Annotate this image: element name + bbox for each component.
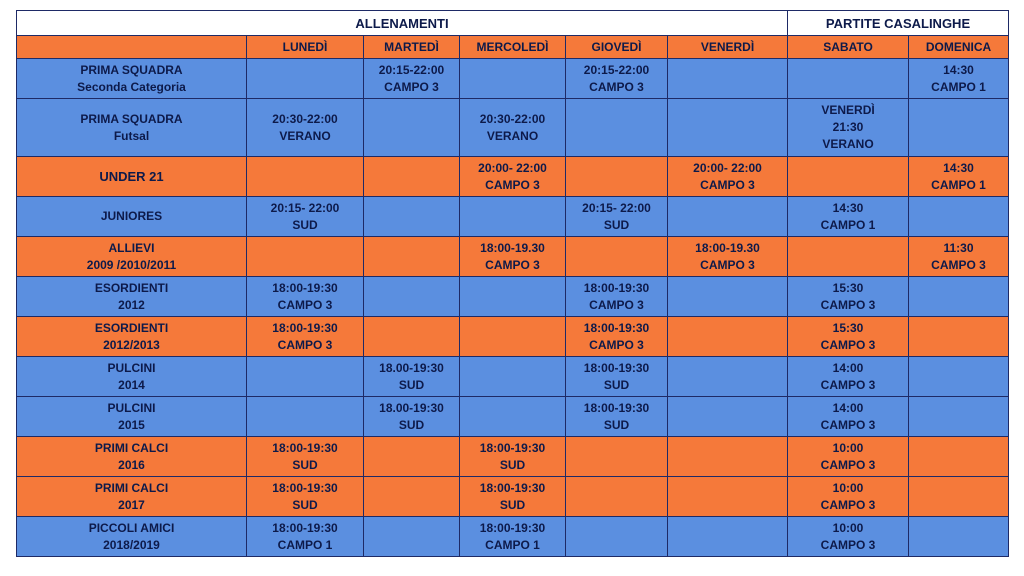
- schedule-cell-martedi: [364, 437, 460, 477]
- schedule-cell-line: SUD: [603, 377, 630, 392]
- schedule-cell-line: SUD: [603, 417, 630, 432]
- schedule-cell-line: 14:30: [943, 160, 974, 175]
- schedule-cell-venerdi: [668, 59, 788, 99]
- schedule-row: [17, 277, 1009, 317]
- schedule-cell-line: SUD: [398, 377, 425, 392]
- schedule-cell-domenica: [909, 517, 1009, 557]
- schedule-cell-line: CAMPO 3: [820, 297, 876, 312]
- schedule-cell-lunedi: [247, 357, 364, 397]
- schedule-cell-martedi: [364, 197, 460, 237]
- schedule-cell-martedi: [364, 517, 460, 557]
- schedule-cell-line: 14:30: [832, 200, 864, 215]
- schedule-cell-venerdi: [668, 277, 788, 317]
- schedule-cell-sabato: [788, 99, 909, 157]
- schedule-cell-line: SUD: [292, 497, 318, 512]
- schedule-cell-line: 18.00-19:30: [379, 360, 444, 375]
- schedule-cell-sabato: [788, 59, 909, 99]
- schedule-cell-mercoledi: [460, 277, 566, 317]
- day-header-giovedi: GIOVEDÌ: [566, 36, 668, 59]
- schedule-cell-line: 18:00-19:30: [479, 480, 546, 495]
- schedule-cell-lunedi: [247, 197, 364, 237]
- schedule-cell-line: 18:00-19:30: [272, 320, 338, 335]
- team-name-line: 2015: [118, 417, 145, 432]
- schedule-cell-venerdi: [668, 237, 788, 277]
- schedule-cell-line: CAMPO 3: [384, 79, 439, 94]
- schedule-cell-giovedi: [566, 437, 668, 477]
- schedule-cell-line: 18:00-19:30: [272, 520, 338, 535]
- schedule-cell-line: 10:00: [832, 480, 864, 495]
- schedule-cell-line: 18:00-19:30: [272, 480, 338, 495]
- team-name-line: 2014: [118, 377, 145, 392]
- schedule-cell-giovedi: [566, 237, 668, 277]
- schedule-row: [17, 237, 1009, 277]
- schedule-cell-line: 15:30: [832, 280, 864, 295]
- schedule-cell-line: 20:15-22:00: [378, 62, 445, 77]
- schedule-cell-martedi: [364, 357, 460, 397]
- schedule-cell-venerdi: [668, 357, 788, 397]
- schedule-row: [17, 99, 1009, 157]
- team-name-line: 2017: [118, 497, 145, 512]
- schedule-cell-venerdi: [668, 517, 788, 557]
- schedule-cell-line: 18:00-19:30: [583, 280, 650, 295]
- schedule-cell-giovedi: [566, 157, 668, 197]
- schedule-cell-line: CAMPO 3: [589, 297, 644, 312]
- schedule-cell-line: 20:30-22:00: [479, 111, 546, 126]
- schedule-cell-domenica: [909, 357, 1009, 397]
- schedule-cell-mercoledi: [460, 99, 566, 157]
- team-name-cell: [17, 317, 247, 357]
- schedule-row: [17, 437, 1009, 477]
- schedule-cell-giovedi: [566, 357, 668, 397]
- schedule-cell-sabato: [788, 277, 909, 317]
- schedule-cell-lunedi: [247, 317, 364, 357]
- allenamenti-header: ALLENAMENTI: [17, 11, 788, 36]
- team-name-line: PRIMA SQUADRA: [80, 111, 183, 126]
- team-name-cell: [17, 197, 247, 237]
- team-name-cell: [17, 357, 247, 397]
- schedule-cell-sabato: [788, 237, 909, 277]
- schedule-cell-venerdi: [668, 477, 788, 517]
- schedule-cell-domenica: [909, 59, 1009, 99]
- schedule-cell-line: 20:30-22:00: [272, 111, 338, 126]
- schedule-cell-domenica: [909, 197, 1009, 237]
- team-name-cell: [17, 99, 247, 157]
- schedule-cell-line: CAMPO 3: [820, 337, 876, 352]
- schedule-cell-sabato: [788, 197, 909, 237]
- schedule-cell-sabato: [788, 357, 909, 397]
- schedule-cell-line: CAMPO 1: [820, 217, 876, 232]
- schedule-cell-martedi: [364, 397, 460, 437]
- team-name-line: ESORDIENTI: [94, 280, 169, 295]
- schedule-cell-mercoledi: [460, 317, 566, 357]
- schedule-cell-line: CAMPO 1: [277, 537, 333, 552]
- schedule-cell-line: CAMPO 3: [485, 177, 540, 192]
- schedule-row: [17, 59, 1009, 99]
- schedule-cell-mercoledi: [460, 157, 566, 197]
- schedule-cell-line: 18:00-19.30: [480, 240, 545, 255]
- schedule-cell-venerdi: [668, 317, 788, 357]
- schedule-cell-giovedi: [566, 317, 668, 357]
- team-name-line: ALLIEVI: [108, 240, 155, 255]
- schedule-cell-giovedi: [566, 517, 668, 557]
- schedule-cell-line: 18:00-19:30: [272, 280, 338, 295]
- schedule-body: [17, 59, 1009, 557]
- team-name-line: PULCINI: [107, 360, 156, 375]
- schedule-cell-line: CAMPO 1: [485, 537, 540, 552]
- schedule-cell-line: VERANO: [486, 128, 539, 143]
- team-name-line: ESORDIENTI: [94, 320, 169, 335]
- schedule-cell-line: 14:00: [832, 360, 864, 375]
- day-header-mercoledi: MERCOLEDÌ: [460, 36, 566, 59]
- schedule-cell-line: CAMPO 3: [700, 257, 755, 272]
- team-name-line: PRIMI CALCI: [94, 440, 169, 455]
- schedule-cell-line: CAMPO 3: [485, 257, 540, 272]
- schedule-row: [17, 357, 1009, 397]
- schedule-cell-line: 14:30: [943, 62, 974, 77]
- schedule-cell-line: CAMPO 3: [589, 79, 644, 94]
- schedule-row: [17, 517, 1009, 557]
- schedule-cell-line: VERANO: [822, 137, 874, 151]
- schedule-cell-martedi: [364, 99, 460, 157]
- schedule-cell-line: 10:00: [832, 520, 864, 535]
- schedule-cell-martedi: [364, 477, 460, 517]
- schedule-cell-mercoledi: [460, 477, 566, 517]
- schedule-cell-line: CAMPO 3: [589, 337, 644, 352]
- schedule-cell-domenica: [909, 99, 1009, 157]
- partite-casalinghe-header: PARTITE CASALINGHE: [788, 11, 1009, 36]
- team-name-cell: [17, 59, 247, 99]
- schedule-cell-giovedi: [566, 197, 668, 237]
- team-name-cell: [17, 237, 247, 277]
- schedule-cell-giovedi: [566, 59, 668, 99]
- schedule-cell-line: SUD: [292, 217, 318, 232]
- schedule-cell-lunedi: [247, 99, 364, 157]
- team-name-line: PRIMA SQUADRA: [80, 62, 183, 77]
- schedule-cell-line: SUD: [603, 217, 630, 232]
- schedule-cell-sabato: [788, 517, 909, 557]
- schedule-cell-line: 18.00-19:30: [379, 400, 444, 415]
- schedule-cell-line: 21:30: [832, 120, 864, 134]
- schedule-cell-line: 20:00- 22:00: [693, 160, 762, 175]
- schedule-cell-sabato: [788, 397, 909, 437]
- days-header-row: [17, 36, 1009, 59]
- schedule-cell-line: 18:00-19:30: [583, 360, 650, 375]
- team-name-line: 2016: [118, 457, 145, 472]
- schedule-cell-domenica: [909, 477, 1009, 517]
- schedule-cell-lunedi: [247, 59, 364, 99]
- schedule-cell-giovedi: [566, 277, 668, 317]
- schedule-cell-mercoledi: [460, 237, 566, 277]
- schedule-cell-martedi: [364, 157, 460, 197]
- schedule-cell-sabato: [788, 157, 909, 197]
- section-header-row: [17, 11, 1009, 36]
- schedule-cell-line: 18:00-19:30: [583, 320, 650, 335]
- schedule-cell-line: VERANO: [279, 128, 331, 143]
- team-name-line: 2018/2019: [103, 537, 160, 552]
- schedule-cell-sabato: [788, 317, 909, 357]
- schedule-cell-line: 18:00-19:30: [479, 440, 546, 455]
- schedule-cell-line: 18:00-19.30: [695, 240, 760, 255]
- schedule-row: [17, 157, 1009, 197]
- team-name-line: JUNIORES: [100, 209, 163, 223]
- schedule-cell-martedi: [364, 237, 460, 277]
- schedule-cell-lunedi: [247, 397, 364, 437]
- schedule-table: [16, 10, 1009, 557]
- day-header-sabato: SABATO: [788, 36, 909, 59]
- schedule-row: [17, 317, 1009, 357]
- schedule-cell-line: SUD: [499, 457, 526, 472]
- schedule-cell-line: CAMPO 3: [700, 177, 755, 192]
- schedule-cell-giovedi: [566, 99, 668, 157]
- schedule-cell-line: VENERDÌ: [821, 103, 875, 117]
- schedule-cell-line: 20:15- 22:00: [270, 200, 340, 215]
- schedule-cell-line: CAMPO 3: [277, 297, 333, 312]
- schedule-cell-mercoledi: [460, 437, 566, 477]
- schedule-cell-line: CAMPO 3: [820, 537, 876, 552]
- schedule-cell-line: SUD: [398, 417, 425, 432]
- schedule-cell-line: 18:00-19:30: [583, 400, 650, 415]
- schedule-cell-mercoledi: [460, 59, 566, 99]
- schedule-cell-line: 18:00-19:30: [479, 520, 546, 535]
- schedule-cell-line: 15:30: [832, 320, 864, 335]
- day-header-domenica: DOMENICA: [909, 36, 1009, 59]
- schedule-cell-lunedi: [247, 237, 364, 277]
- schedule-cell-giovedi: [566, 397, 668, 437]
- schedule-cell-giovedi: [566, 477, 668, 517]
- team-name-line: 2012: [118, 297, 145, 312]
- schedule-cell-line: SUD: [499, 497, 526, 512]
- schedule-cell-martedi: [364, 59, 460, 99]
- team-name-cell: [17, 437, 247, 477]
- team-name-cell: [17, 517, 247, 557]
- schedule-cell-venerdi: [668, 99, 788, 157]
- schedule-cell-domenica: [909, 157, 1009, 197]
- schedule-cell-line: SUD: [292, 457, 318, 472]
- schedule-cell-lunedi: [247, 517, 364, 557]
- schedule-cell-domenica: [909, 237, 1009, 277]
- schedule-cell-line: 18:00-19:30: [272, 440, 338, 455]
- schedule-cell-venerdi: [668, 437, 788, 477]
- schedule-cell-line: 10:00: [832, 440, 864, 455]
- schedule-cell-line: CAMPO 3: [820, 457, 876, 472]
- schedule-cell-line: 14:00: [832, 400, 864, 415]
- schedule-cell-domenica: [909, 397, 1009, 437]
- team-name-line: PRIMI CALCI: [94, 480, 169, 495]
- schedule-cell-line: 20:15- 22:00: [582, 200, 651, 215]
- schedule-cell-line: 20:00- 22:00: [478, 160, 547, 175]
- team-name-cell: [17, 157, 247, 197]
- schedule-cell-line: CAMPO 3: [277, 337, 333, 352]
- schedule-cell-line: 11:30: [943, 240, 974, 255]
- schedule-cell-domenica: [909, 437, 1009, 477]
- team-name-cell: [17, 477, 247, 517]
- schedule-cell-domenica: [909, 317, 1009, 357]
- team-name-line: Seconda Categoria: [77, 79, 186, 94]
- day-header-venerdi: VENERDÌ: [668, 36, 788, 59]
- team-name-cell: [17, 277, 247, 317]
- schedule-cell-martedi: [364, 277, 460, 317]
- schedule-cell-sabato: [788, 437, 909, 477]
- team-name-line: Futsal: [113, 128, 150, 143]
- schedule-row: [17, 477, 1009, 517]
- schedule-row: [17, 397, 1009, 437]
- team-name-line: PICCOLI AMICI: [88, 520, 175, 535]
- schedule-cell-mercoledi: [460, 517, 566, 557]
- schedule-cell-line: CAMPO 1: [931, 177, 986, 192]
- schedule-cell-mercoledi: [460, 397, 566, 437]
- team-name-line: 2009 /2010/2011: [86, 257, 177, 272]
- schedule-cell-venerdi: [668, 157, 788, 197]
- day-header-lunedi: LUNEDÌ: [247, 36, 364, 59]
- schedule-cell-lunedi: [247, 477, 364, 517]
- team-name-line: UNDER 21: [99, 169, 164, 184]
- schedule-row: [17, 197, 1009, 237]
- schedule-cell-line: 20:15-22:00: [583, 62, 650, 77]
- schedule-cell-venerdi: [668, 397, 788, 437]
- schedule-cell-line: CAMPO 1: [931, 79, 986, 94]
- schedule-cell-line: CAMPO 3: [820, 377, 876, 392]
- schedule-cell-mercoledi: [460, 357, 566, 397]
- schedule-cell-lunedi: [247, 437, 364, 477]
- team-name-line: PULCINI: [107, 400, 156, 415]
- schedule-cell-lunedi: [247, 277, 364, 317]
- schedule-cell-line: CAMPO 3: [820, 417, 876, 432]
- team-column-header: [17, 36, 247, 59]
- schedule-cell-mercoledi: [460, 197, 566, 237]
- schedule-cell-venerdi: [668, 197, 788, 237]
- schedule-cell-sabato: [788, 477, 909, 517]
- schedule-cell-line: CAMPO 3: [931, 257, 986, 272]
- schedule-cell-martedi: [364, 317, 460, 357]
- team-name-line: 2012/2013: [103, 337, 160, 352]
- schedule-cell-domenica: [909, 277, 1009, 317]
- day-header-martedi: MARTEDÌ: [364, 36, 460, 59]
- schedule-cell-lunedi: [247, 157, 364, 197]
- schedule-cell-line: CAMPO 3: [820, 497, 876, 512]
- team-name-cell: [17, 397, 247, 437]
